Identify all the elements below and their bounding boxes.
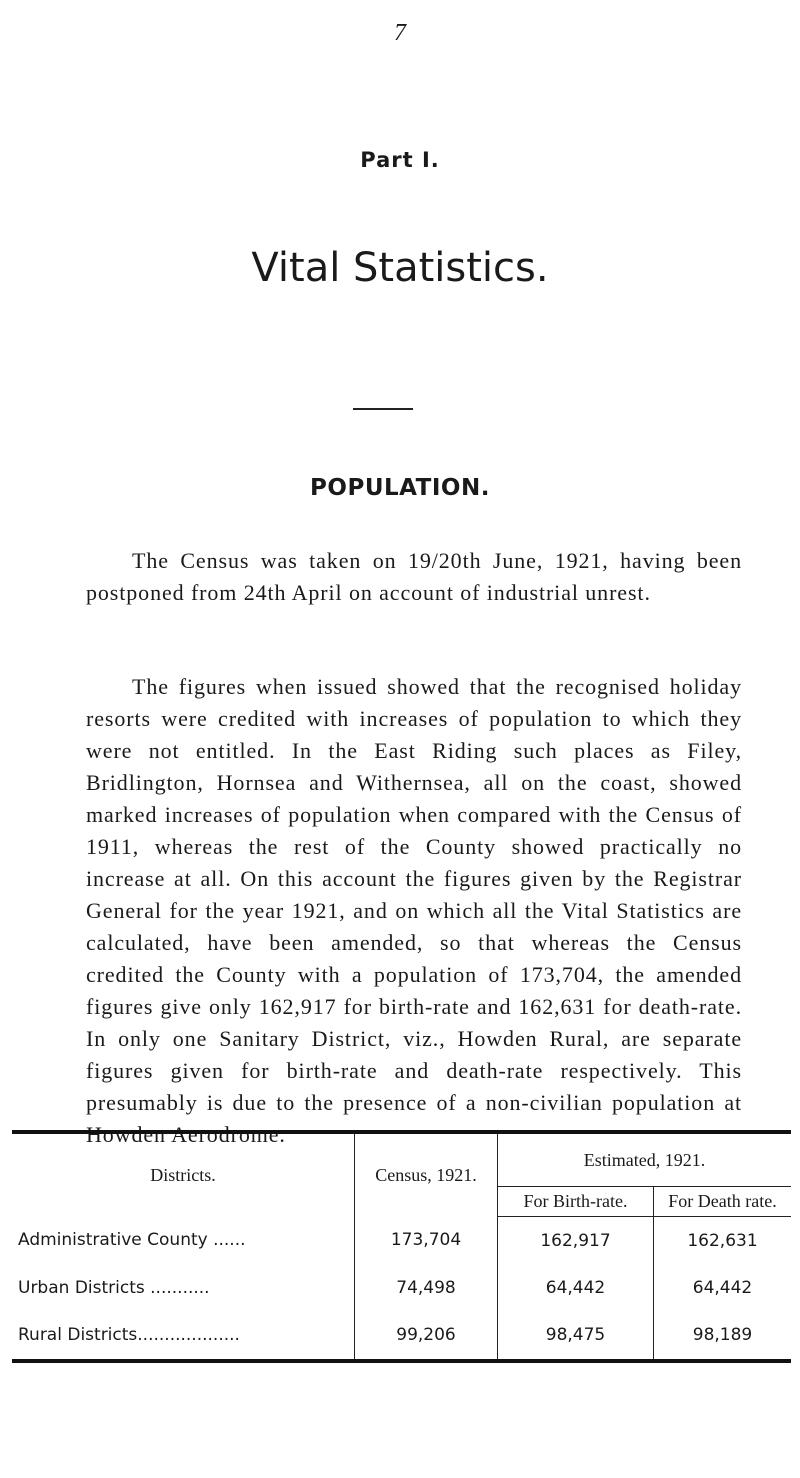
row-census: 173,704: [355, 1217, 498, 1265]
page-number: 7: [394, 20, 406, 46]
row-birth: 98,475: [498, 1312, 654, 1359]
header-death-rate: For Death rate.: [654, 1187, 792, 1217]
paragraph-census-date: The Census was taken on 19/20th June, 1921, having been postponed from 24th April on account of industrial unrest.: [86, 548, 742, 605]
population-table-grid: [12, 1134, 791, 1359]
table-row: [12, 1264, 791, 1311]
header-districts: Districts.: [150, 1164, 216, 1185]
row-district: Rural Districts...................: [18, 1325, 240, 1346]
paragraph-figures-amended: The figures when issued showed that the recognised holiday resorts were credited with increases of population to which they were not entitled. In the East Riding such places as Filey, Bridlington, Hornsea and Withernsea, all on the coast, showed marked increases of population when compared with the Census of 1911, whereas the rest of the County showed practically no increase at all. On this account the figures given by the Registrar General for the year 1921, and on which all the Vital Statistics are calculated, have been amended, so that whereas the Census credited the County with a population of 173,704, the amended figures give only 162,917 for birth-rate and 162,631 for death-rate. In only one Sanitary District, viz., Howden Rural, are separate figures given for birth-rate and death-rate respectively. This presumably is due to the presence of a non-civilian population at Howden Aerodrome.: [86, 674, 742, 1147]
header-census: Census, 1921.: [355, 1134, 498, 1217]
title-divider: [353, 408, 413, 410]
header-estimated: Estimated, 1921.: [498, 1134, 792, 1187]
header-birth-rate: For Birth-rate.: [498, 1187, 654, 1217]
population-table: [12, 1130, 791, 1363]
row-death: 162,631: [654, 1217, 792, 1265]
row-birth: 162,917: [498, 1217, 654, 1265]
part-label: Part I.: [360, 148, 440, 172]
row-death: 98,189: [654, 1312, 792, 1359]
population-heading: POPULATION.: [310, 475, 490, 502]
table-row: [12, 1217, 791, 1265]
row-birth: 64,442: [498, 1264, 654, 1311]
row-census: 74,498: [355, 1264, 498, 1311]
row-district: Urban Districts ...........: [18, 1278, 210, 1299]
row-district: Administrative County ......: [18, 1230, 246, 1251]
row-census: 99,206: [355, 1312, 498, 1359]
section-title: Vital Statistics.: [251, 244, 549, 291]
table-row: [12, 1312, 791, 1359]
row-death: 64,442: [654, 1264, 792, 1311]
